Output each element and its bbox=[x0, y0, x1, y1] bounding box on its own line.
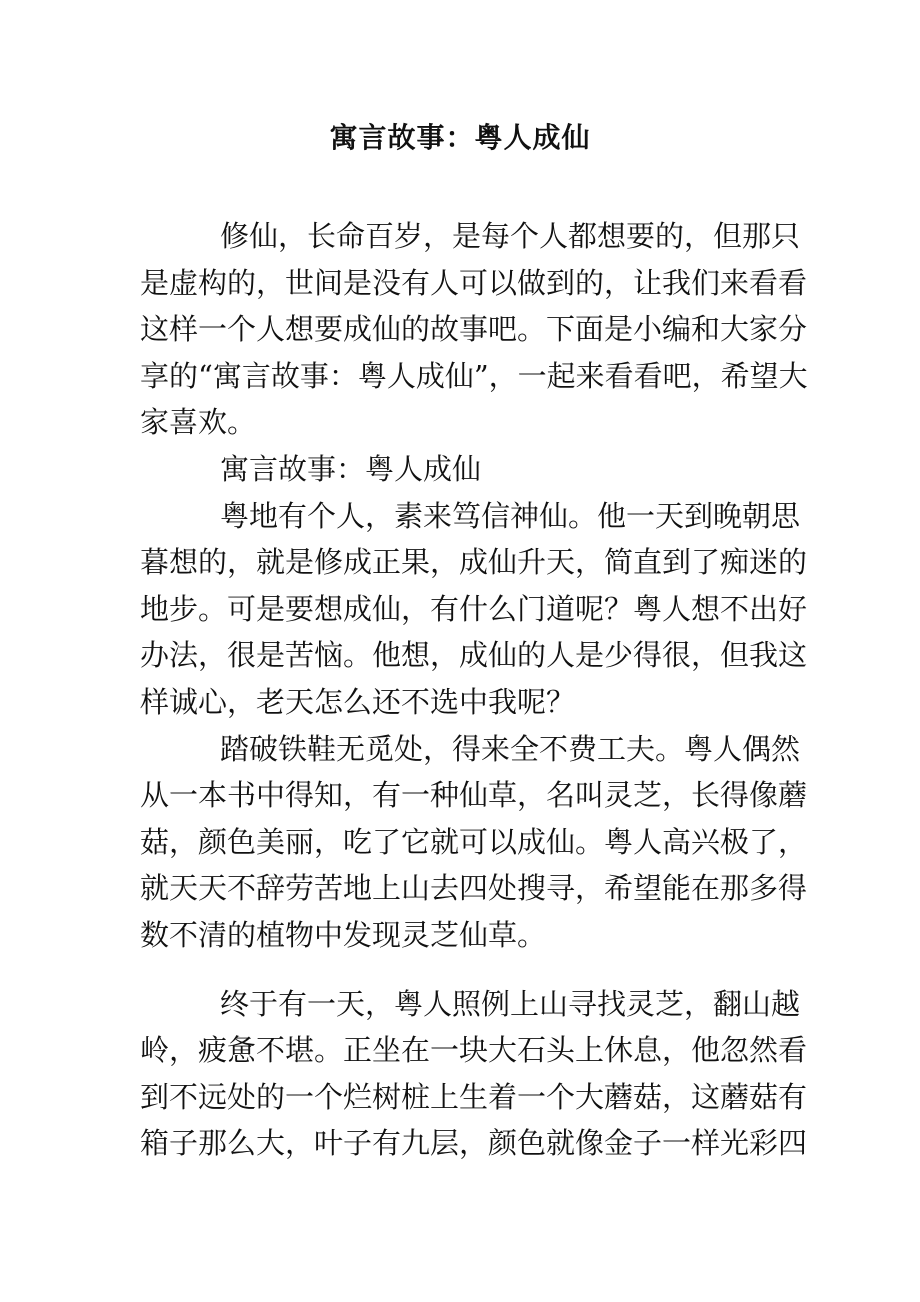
text-line: 办法，很是苦恼。他想，成仙的人是少得很，但我这 bbox=[140, 638, 808, 673]
text-line: 地步。可是要想成仙，有什么门道呢？粤人想不出好 bbox=[140, 591, 808, 626]
text-line: 从一本书中得知，有一种仙草，名叫灵芝，长得像蘑 bbox=[140, 778, 808, 813]
text-line: 是虚构的，世间是没有人可以做到的，让我们来看看 bbox=[140, 265, 808, 300]
text-line: 享的“寓言故事：粤人成仙”，一起来看看吧，希望大 bbox=[140, 358, 808, 393]
paragraph bbox=[140, 213, 808, 446]
paragraph bbox=[140, 726, 808, 959]
text-line: 修仙，长命百岁，是每个人都想要的，但那只 bbox=[220, 219, 801, 253]
paragraph bbox=[140, 981, 808, 1167]
text-line: 终于有一天，粤人照例上山寻找灵芝，翻山越 bbox=[220, 986, 801, 1021]
text-line: 粤地有个人，素来笃信神仙。他一天到晚朝思 bbox=[220, 498, 801, 533]
text-line: 这样一个人想要成仙的故事吧。下面是小编和大家分 bbox=[140, 312, 808, 347]
text-line: 家喜欢。 bbox=[140, 405, 257, 440]
document-body bbox=[140, 213, 808, 1167]
paragraph bbox=[140, 493, 808, 726]
text-line: 暮想的，就是修成正果，成仙升天，简直到了痴迷的 bbox=[140, 545, 808, 580]
text-line: 样诚心，老天怎么还不选中我呢？ bbox=[140, 684, 576, 719]
text-line: 箱子那么大，叶子有九层，颜色就像金子一样光彩四 bbox=[140, 1126, 808, 1161]
text-line: 踏破铁鞋无觅处，得来全不费工夫。粤人偶然 bbox=[220, 731, 801, 766]
text-line: 就天天不辞劳苦地上山去四处搜寻，希望能在那多得 bbox=[140, 871, 808, 906]
paragraph bbox=[140, 446, 780, 493]
subheading-line: 寓言故事：粤人成仙 bbox=[220, 451, 482, 486]
text-line: 到不远处的一个烂树桩上生着一个大蘑菇，这蘑菇有 bbox=[140, 1079, 808, 1114]
text-line: 菇，颜色美丽，吃了它就可以成仙。粤人高兴极了， bbox=[140, 824, 808, 859]
document-title: 寓言故事：粤人成仙 bbox=[329, 121, 591, 154]
text-line: 岭，疲惫不堪。正坐在一块大石头上休息，他忽然看 bbox=[140, 1033, 808, 1068]
text-line: 数不清的植物中发现灵芝仙草。 bbox=[140, 917, 547, 952]
